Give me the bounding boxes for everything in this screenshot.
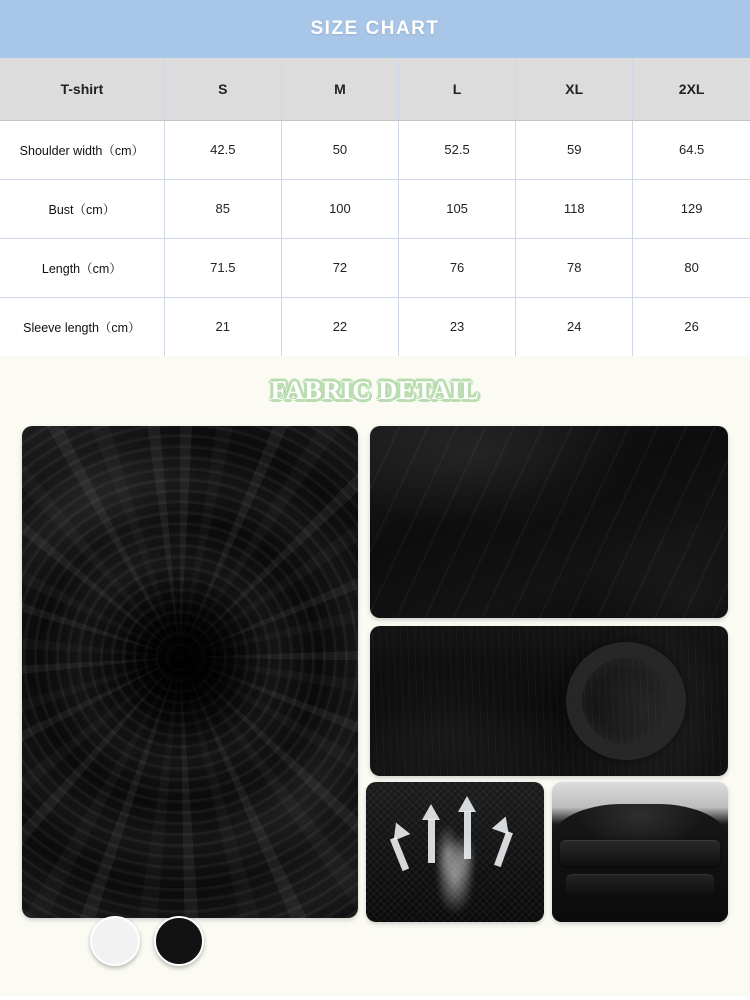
column-header-t-shirt: T-shirt xyxy=(0,58,164,120)
column-header-xl: XL xyxy=(516,58,633,120)
color-swatch-black[interactable] xyxy=(154,916,204,966)
fabric-photo-grid xyxy=(0,426,750,986)
collar-ring xyxy=(566,642,686,760)
cell-shoulder-width-2xl: 64.5 xyxy=(633,120,750,179)
fabric-detail-title-wrap xyxy=(0,356,750,426)
airflow-arrow-icon xyxy=(422,804,440,820)
ribbed-collar-photo xyxy=(370,626,728,776)
cell-sleeve-length-m: 22 xyxy=(281,297,398,356)
column-header-s: S xyxy=(164,58,281,120)
breathable-mesh-photo xyxy=(366,782,544,922)
color-swatches xyxy=(90,916,204,966)
size-chart-title: SIZE CHART xyxy=(310,18,440,39)
cell-bust-l: 105 xyxy=(399,179,516,238)
cell-shoulder-width-xl: 59 xyxy=(516,120,633,179)
cell-bust-m: 100 xyxy=(281,179,398,238)
column-header-2xl: 2XL xyxy=(633,58,750,120)
cell-sleeve-length-2xl: 26 xyxy=(633,297,750,356)
fabric-shading xyxy=(22,426,358,918)
cell-bust-2xl: 129 xyxy=(633,179,750,238)
fabric-detail-title: FABRIC DETAIL xyxy=(270,376,480,405)
row-label-bust: Bust（cm） xyxy=(0,179,164,238)
cell-shoulder-width-l: 52.5 xyxy=(399,120,516,179)
fabric-drape-texture xyxy=(370,426,728,618)
cell-bust-xl: 118 xyxy=(516,179,633,238)
row-label-sleeve-length: Sleeve length（cm） xyxy=(0,297,164,356)
swirled-black-fabric-photo xyxy=(22,426,358,918)
color-swatch-white[interactable] xyxy=(90,916,140,966)
size-chart-header xyxy=(0,0,750,58)
size-chart-table xyxy=(0,58,750,356)
cell-length-xl: 78 xyxy=(516,238,633,297)
airflow-arrow-stem xyxy=(464,811,471,859)
table-row xyxy=(0,297,750,356)
cell-sleeve-length-xl: 24 xyxy=(516,297,633,356)
cell-sleeve-length-l: 23 xyxy=(399,297,516,356)
row-label-shoulder-width: Shoulder width（cm） xyxy=(0,120,164,179)
flat-black-fabric-photo xyxy=(370,426,728,618)
table-row xyxy=(0,238,750,297)
folded-garment-photo xyxy=(552,782,728,922)
garment-band-top xyxy=(560,840,720,866)
fabric-detail-section xyxy=(0,356,750,996)
cell-shoulder-width-s: 42.5 xyxy=(164,120,281,179)
cell-bust-s: 85 xyxy=(164,179,281,238)
table-row xyxy=(0,179,750,238)
column-header-m: M xyxy=(281,58,398,120)
table-header-row xyxy=(0,58,750,120)
airflow-arrow-stem xyxy=(428,819,435,863)
table-row xyxy=(0,120,750,179)
row-label-length: Length（cm） xyxy=(0,238,164,297)
cell-length-2xl: 80 xyxy=(633,238,750,297)
cell-length-s: 71.5 xyxy=(164,238,281,297)
column-header-l: L xyxy=(399,58,516,120)
airflow-arrow-icon xyxy=(458,796,476,812)
cell-length-m: 72 xyxy=(281,238,398,297)
cell-sleeve-length-s: 21 xyxy=(164,297,281,356)
cell-shoulder-width-m: 50 xyxy=(281,120,398,179)
cell-length-l: 76 xyxy=(399,238,516,297)
garment-band-bottom xyxy=(566,874,714,896)
